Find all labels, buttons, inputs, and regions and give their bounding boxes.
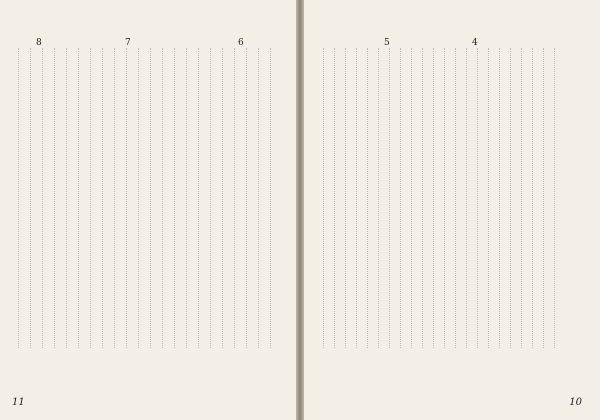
page-number-right: 10 bbox=[569, 397, 582, 408]
toc-line bbox=[198, 48, 210, 348]
toc-line bbox=[543, 48, 555, 348]
toc-line bbox=[258, 48, 270, 348]
book-gutter bbox=[296, 0, 304, 420]
toc-line bbox=[367, 48, 379, 348]
right-page bbox=[304, 0, 600, 420]
toc-line bbox=[554, 48, 566, 348]
toc-line bbox=[345, 48, 357, 348]
chapter-number-7: 7 bbox=[125, 38, 131, 48]
toc-line bbox=[210, 48, 222, 348]
toc-line bbox=[334, 48, 346, 348]
toc-line bbox=[433, 48, 445, 348]
toc-line bbox=[444, 48, 456, 348]
toc-line bbox=[400, 48, 412, 348]
toc-line bbox=[270, 48, 282, 348]
toc-line bbox=[521, 48, 533, 348]
toc-line bbox=[222, 48, 234, 348]
toc-line bbox=[246, 48, 258, 348]
toc-line bbox=[234, 48, 246, 348]
toc-line bbox=[466, 48, 478, 348]
toc-line bbox=[162, 48, 174, 348]
toc-line bbox=[510, 48, 522, 348]
toc-line bbox=[488, 48, 500, 348]
toc-line bbox=[477, 48, 489, 348]
toc-line bbox=[499, 48, 511, 348]
page-number-left: 11 bbox=[12, 397, 25, 408]
toc-line bbox=[66, 48, 78, 348]
toc-line bbox=[126, 48, 138, 348]
toc-line bbox=[532, 48, 544, 348]
toc-line bbox=[102, 48, 114, 348]
chapter-number-4: 4 bbox=[472, 38, 478, 48]
toc-line bbox=[411, 48, 423, 348]
toc-line bbox=[90, 48, 102, 348]
chapter-number-8: 8 bbox=[36, 38, 42, 48]
toc-line bbox=[323, 48, 335, 348]
toc-line bbox=[378, 48, 390, 348]
toc-line bbox=[30, 48, 42, 348]
toc-line bbox=[150, 48, 162, 348]
toc-line bbox=[389, 48, 401, 348]
toc-line bbox=[18, 48, 30, 348]
toc-line bbox=[422, 48, 434, 348]
toc-line bbox=[42, 48, 54, 348]
toc-line bbox=[356, 48, 368, 348]
toc-line bbox=[54, 48, 66, 348]
toc-line bbox=[114, 48, 126, 348]
chapter-number-6: 6 bbox=[238, 38, 244, 48]
toc-line bbox=[455, 48, 467, 348]
toc-line bbox=[186, 48, 198, 348]
left-page bbox=[0, 0, 296, 420]
toc-line bbox=[174, 48, 186, 348]
chapter-number-5: 5 bbox=[384, 38, 390, 48]
toc-line bbox=[138, 48, 150, 348]
toc-line bbox=[78, 48, 90, 348]
